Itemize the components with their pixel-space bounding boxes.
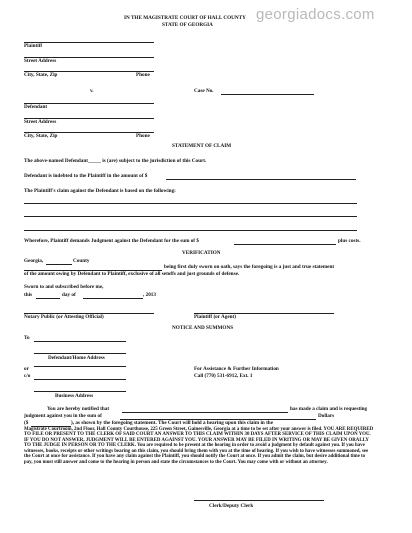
co-label: c/o: [24, 373, 31, 379]
claim-basis-line-1[interactable]: [24, 203, 357, 204]
verification-text-2: of the amount owing by Defendant to Plaintiff, exclusive of all setoffs and just grounds of defense.: [24, 271, 240, 277]
watermark: georgiadocs.com: [256, 6, 375, 23]
assistance-label: For Assistance & Further Information: [194, 366, 279, 372]
county-line[interactable]: [46, 264, 72, 265]
to-label: To: [24, 335, 30, 341]
case-no-label: Case No.: [194, 88, 214, 94]
notified-text: You are hereby notified that: [47, 406, 110, 412]
plaintiff-name-line[interactable]: [24, 42, 154, 43]
wherefore-text: Wherefore, Plaintiff demands Judgment against the Defendant for the sum of $: [24, 238, 199, 244]
defendant-street-label: Street Address: [24, 119, 57, 125]
year-label: , 2013: [143, 292, 156, 298]
clerk-label: Clerk/Deputy Clerk: [209, 503, 254, 509]
day-line[interactable]: [36, 298, 60, 299]
georgia-label: Georgia,: [24, 258, 44, 264]
judgment-sum-line[interactable]: [234, 244, 336, 245]
requesting-text: has made a claim and is requesting: [290, 406, 368, 412]
clerk-signature-line[interactable]: [194, 500, 324, 501]
or-label: or: [24, 366, 29, 372]
versus: v.: [90, 88, 94, 94]
notice-title: NOTICE AND SUMMONS: [172, 325, 234, 331]
county-label: County: [73, 258, 90, 264]
to-line-2[interactable]: [34, 353, 126, 354]
claim-basis-line-3[interactable]: [24, 230, 357, 231]
this-label: this: [24, 292, 33, 298]
summons-body: Magistrate Courtroom, 2nd Floor, Hall County Courthouse, 225 Green Street, Gainesville, Georgia at a time to be set after your answer is filed. YOU ARE REQUIRED TO FILE OR PRESENT TO THE CLERK OF SAID COURT AN ANSWER TO THIS CLAIM WITHIN 30 DAYS AFTER SERVICE OF THIS CLAIM UPON YOU. IF YOU DO NOT ANSWER, JUDGMENT WILL BE ENTERED AGAINST YOU. YOUR ANSWER MAY BE FILED IN WRITING OR MAY BE GIVEN ORALLY TO THE JUDGE IN PERSON OR TO THE CLERK. You are required to be present at the hearing in order to avoid a judgment by default against you. If you have witnesses, books, receipts or other writings bearing on this claim, you should bring them with you at the time of hearing. If you wish to have witnesses summoned, see the Court at once for assistance. If you have any claim against the Plaintiff, you should notify the Court at once. If you admit the claim, but desire additional time to pay, you must still answer and come to the hearing in person and state the circumstances to the Court. You may come with or without an attorney.: [24, 426, 374, 465]
day-of-label: day of: [62, 292, 76, 298]
amount-paren-open: ($: [24, 420, 29, 426]
state-name: STATE OF GEORGIA: [162, 22, 213, 28]
month-line[interactable]: [83, 298, 143, 299]
sworn-text: Sworn to and subscribed before me,: [24, 284, 104, 290]
defendant-label: Defendant: [24, 104, 48, 110]
co-line[interactable]: [34, 379, 126, 380]
plus-costs: plus costs.: [338, 238, 361, 244]
defendant-home-label: Defendant/Home Address: [48, 355, 105, 361]
plaintiff-agent-label: Plaintiff (or Agent): [194, 314, 236, 320]
notary-label: Notary Public (or Attesting Official): [24, 314, 104, 320]
verification-text-1: being first duly sworn on oath, says the foregoing is a just and true statement: [164, 264, 335, 270]
plaintiff-phone-label: Phone: [136, 72, 150, 78]
home-address-line[interactable]: [34, 366, 126, 367]
judgment-text: judgment against you in the sum of: [24, 413, 102, 419]
plaintiff-street-label: Street Address: [24, 58, 57, 64]
defendant-phone-label: Phone: [136, 133, 150, 139]
hearing-text: ), as shown by the foregoing statement. The Court will hold a hearing upon this claim in the: [71, 420, 273, 426]
court-name: IN THE MAGISTRATE COURT OF HALL COUNTY: [124, 15, 246, 21]
defendant-city-label: City, State, Zip: [24, 133, 58, 139]
plaintiff-city-label: City, State, Zip: [24, 72, 58, 78]
statement-title: STATEMENT OF CLAIM: [172, 143, 232, 149]
claim-basis-label: The Plaintiff's claim against the Defendant is based on the following:: [24, 188, 176, 194]
claim-basis-line-2[interactable]: [24, 216, 357, 217]
case-no-line[interactable]: [221, 94, 314, 95]
dollars-label: Dollars: [318, 413, 335, 419]
business-line[interactable]: [34, 391, 126, 392]
indebted-line: Defendant is indebted to the Plaintiff in the amount of $: [24, 173, 148, 179]
to-line-1[interactable]: [34, 341, 126, 342]
amount-line[interactable]: [166, 179, 356, 180]
verification-title: VERIFICATION: [182, 250, 221, 256]
plaintiff-label: Plaintiff: [24, 43, 43, 49]
jurisdiction-line: The above-named Defendant_____ is (are) subject to the jurisdiction of this Court.: [24, 158, 207, 164]
business-address-label: Business Address: [55, 393, 94, 399]
assistance-phone: Call (770) 531-6912, Ext. 1: [194, 373, 253, 379]
claimant-line[interactable]: [122, 412, 288, 413]
